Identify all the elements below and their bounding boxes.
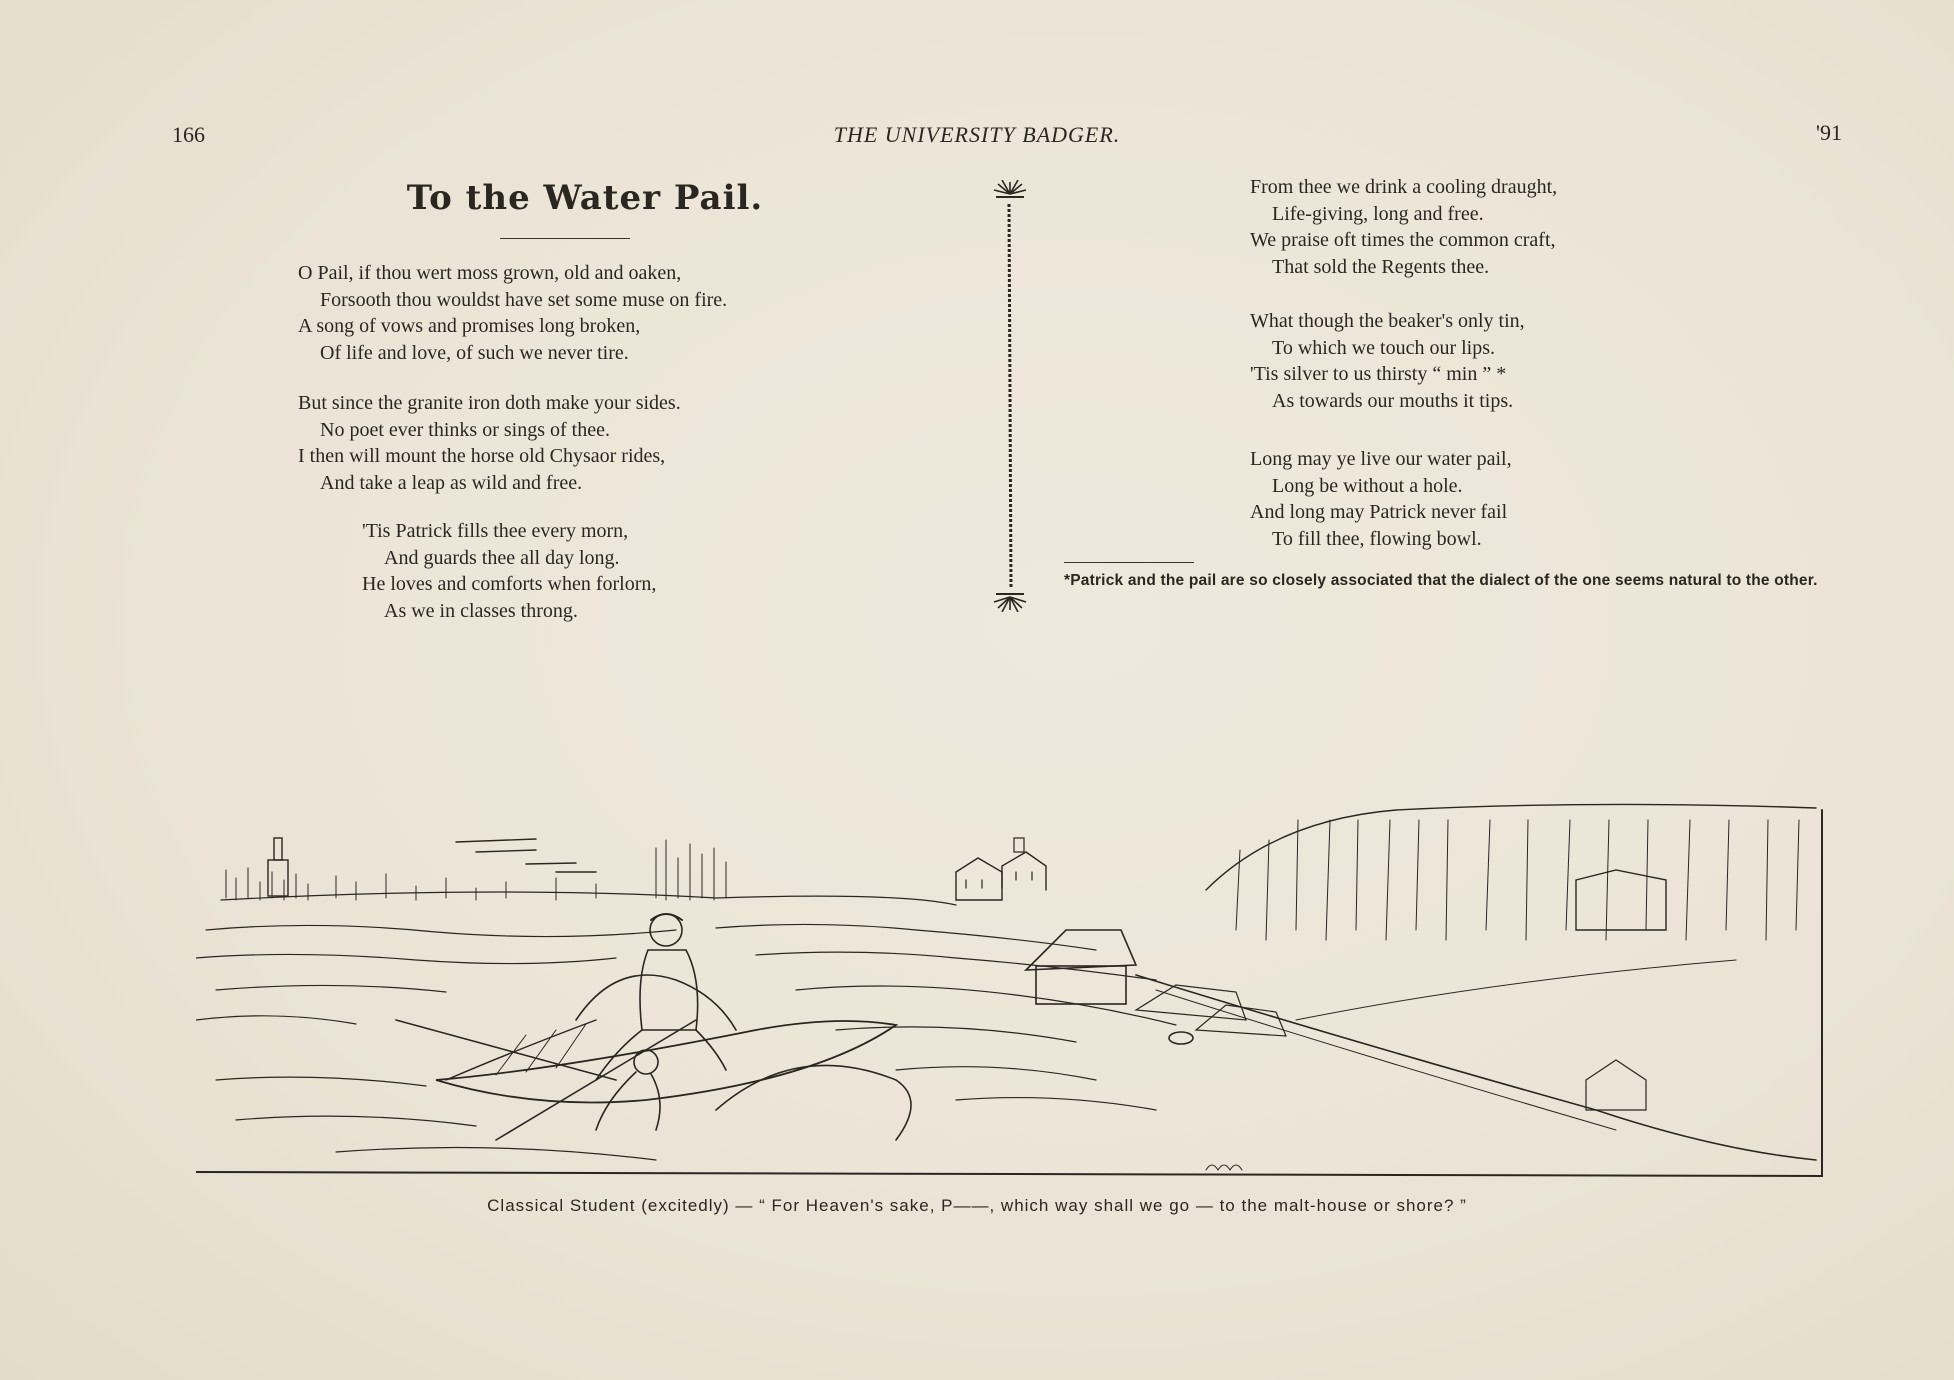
left-stanza-2: [298, 390, 681, 496]
poem-line: No poet ever thinks or sings of thee.: [320, 418, 610, 441]
volume-mark: '91: [1816, 120, 1842, 145]
poem-line: And long may Patrick never fail: [1250, 501, 1508, 523]
poem-line: What though the beaker's only tin,: [1250, 310, 1525, 332]
column-divider-ornament: [990, 180, 1030, 612]
poem-line: From thee we drink a cooling draught,: [1250, 176, 1558, 198]
poem-line: Long be without a hole.: [1272, 474, 1463, 497]
poem-line: As towards our mouths it tips.: [1272, 389, 1514, 412]
poem-line: That sold the Regents thee.: [1272, 255, 1490, 278]
poem-line: And take a leap as wild and free.: [320, 471, 583, 494]
poem-line: As we in classes throng.: [384, 599, 578, 622]
title-rule: [500, 238, 630, 239]
poem-line: He loves and comforts when forlorn,: [362, 573, 657, 595]
poem-line: And guards thee all day long.: [384, 546, 620, 569]
river-boat-illustration: [196, 780, 1826, 1190]
poem-line: 'Tis silver to us thirsty “ min ” *: [1250, 363, 1507, 385]
poem-line: Of life and love, of such we never tire.: [320, 341, 629, 364]
poem-title: To the Water Pail.: [406, 178, 764, 218]
right-stanza-3: [1250, 446, 1512, 552]
poem-line: A song of vows and promises long broken,: [298, 315, 641, 337]
right-stanza-2: [1250, 308, 1525, 414]
poem-line: Life-giving, long and free.: [1272, 202, 1484, 225]
poem-line: Forsooth thou wouldst have set some muse on fire.: [320, 288, 728, 311]
poem-line: O Pail, if thou wert moss grown, old and oaken,: [298, 262, 682, 284]
poem-line: I then will mount the horse old Chysaor rides,: [298, 445, 666, 467]
page-number: 166: [172, 122, 205, 147]
footnote: *Patrick and the pail are so closely associated that the dialect of the one seems natural to the other.: [1064, 572, 1818, 589]
poem-line: But since the granite iron doth make your sides.: [298, 392, 681, 414]
poem-line: We praise oft times the common craft,: [1250, 229, 1556, 251]
poem-line: Long may ye live our water pail,: [1250, 448, 1512, 470]
illustration-caption: Classical Student (excitedly) — “ For Heaven's sake, P——, which way shall we go — to the malt-house or shore? ”: [487, 1196, 1467, 1215]
footnote-rule: [1064, 562, 1194, 563]
left-stanza-3: [362, 518, 656, 624]
left-stanza-1: [298, 260, 727, 366]
poem-line: To which we touch our lips.: [1272, 336, 1496, 359]
poem-line: To fill thee, flowing bowl.: [1272, 527, 1482, 550]
running-title: THE UNIVERSITY BADGER.: [833, 122, 1121, 147]
right-stanza-1: [1250, 174, 1557, 280]
poem-line: 'Tis Patrick fills thee every morn,: [362, 520, 629, 542]
